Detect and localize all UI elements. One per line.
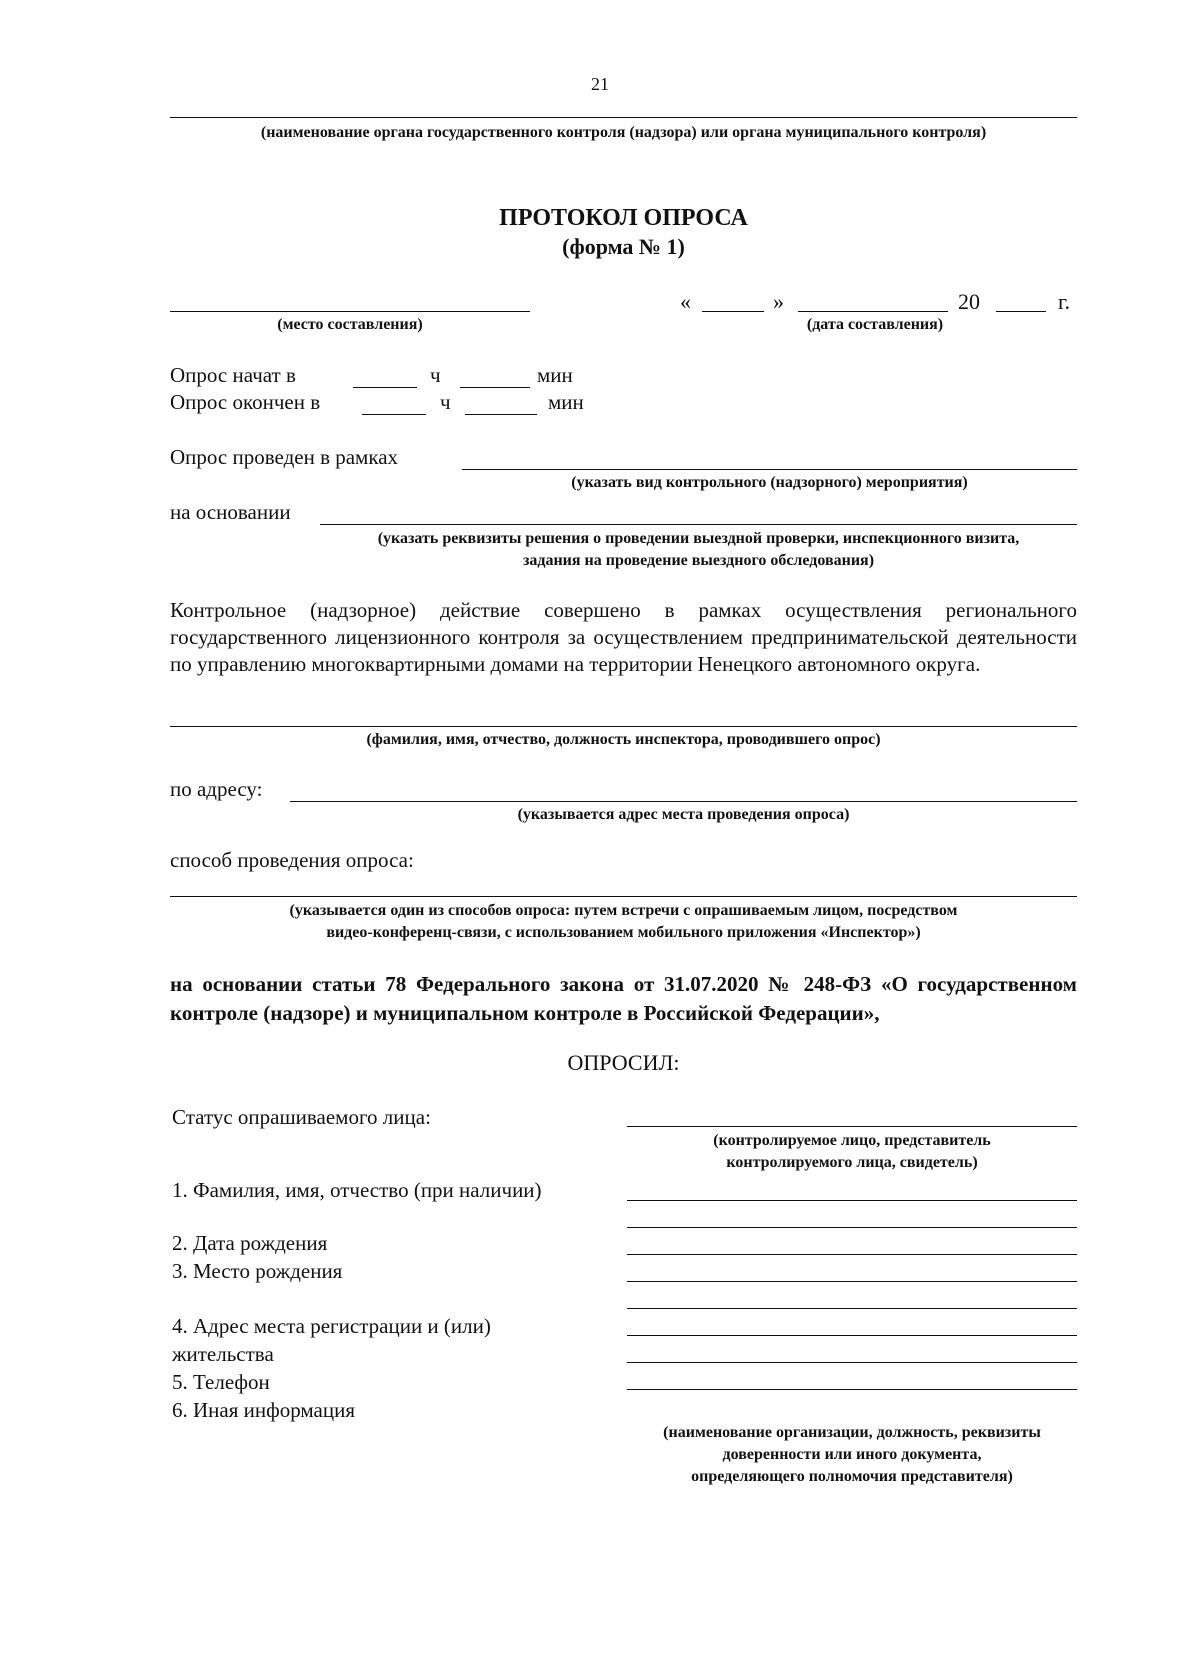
field-address-cont: жительства: [172, 1342, 274, 1366]
address-line[interactable]: [290, 801, 1077, 802]
date-quote-close: »: [773, 289, 784, 314]
field-full-name: 1. Фамилия, имя, отчество (при наличии): [172, 1178, 542, 1202]
basis-caption-2: задания на проведение выездного обследования): [522, 552, 875, 569]
page-number: 21: [591, 74, 609, 94]
org-caption-3: определяющего полномочия представителя): [691, 1468, 1013, 1485]
year-line[interactable]: [996, 311, 1046, 312]
framework-label: Опрос проведен в рамках: [170, 445, 399, 469]
start-hour-unit: ч: [430, 363, 441, 387]
answer-line[interactable]: [627, 1308, 1077, 1309]
field-address: 4. Адрес места регистрации и (или): [172, 1314, 491, 1338]
day-line[interactable]: [702, 311, 764, 312]
status-label: Статус опрашиваемого лица:: [172, 1105, 431, 1129]
start-time-label: Опрос начат в: [170, 363, 296, 387]
method-caption-1: (указывается один из способов опроса: путем встречи с опрашиваемым лицом, посредством: [289, 902, 958, 919]
answer-line[interactable]: [627, 1200, 1077, 1201]
year-prefix: 20: [958, 289, 980, 314]
org-caption-2: доверенности или иного документа,: [722, 1446, 982, 1463]
field-birth-place: 3. Место рождения: [172, 1259, 343, 1283]
start-minute-unit: мин: [537, 363, 573, 387]
document-title: ПРОТОКОЛ ОПРОСА: [499, 205, 748, 231]
field-birth-date: 2. Дата рождения: [172, 1231, 328, 1255]
asked-heading: ОПРОСИЛ:: [567, 1050, 680, 1075]
field-phone: 5. Телефон: [172, 1370, 270, 1394]
end-hour-unit: ч: [440, 390, 451, 414]
status-line[interactable]: [627, 1126, 1077, 1127]
start-minute-line[interactable]: [460, 387, 530, 388]
law-reference: на основании статьи 78 Федерального закона от 31.07.2020 № 248-ФЗ «О государственном контроле (надзоре) и муниципальном контроле в Российской Федерации»,: [170, 972, 1077, 1025]
start-hour-line[interactable]: [353, 387, 417, 388]
method-caption-2: видео-конференц-связи, с использованием мобильного приложения «Инспектор»): [326, 924, 921, 941]
end-time-label: Опрос окончен в: [170, 390, 321, 414]
answer-line[interactable]: [627, 1227, 1077, 1228]
month-line[interactable]: [798, 311, 948, 312]
control-statement: Контрольное (надзорное) действие совершено в рамках осуществления регионального государственного лицензионного контроля за осуществлением предпринимательской деятельности по управлению многоквартирными домами на территории Ненецкого автономного округа.: [170, 598, 1077, 676]
answer-line[interactable]: [627, 1281, 1077, 1282]
org-caption-1: (наименование организации, должность, реквизиты: [663, 1424, 1041, 1441]
method-label: способ проведения опроса:: [170, 848, 414, 872]
form-number: (форма № 1): [562, 234, 685, 259]
method-line[interactable]: [170, 896, 1077, 897]
inspector-line[interactable]: [170, 726, 1077, 727]
year-suffix: г.: [1058, 289, 1071, 314]
date-caption: (дата составления): [806, 316, 944, 333]
status-caption-2: контролируемого лица, свидетель): [726, 1154, 978, 1171]
authority-caption: (наименование органа государственного контроля (надзора) или органа муниципального контроля): [260, 124, 987, 141]
address-label: по адресу:: [170, 777, 263, 801]
date-quote-open: «: [680, 289, 691, 314]
end-minute-unit: мин: [548, 390, 584, 414]
basis-label: на основании: [170, 500, 291, 524]
answer-line[interactable]: [627, 1389, 1077, 1390]
answer-line[interactable]: [627, 1362, 1077, 1363]
answer-line[interactable]: [627, 1335, 1077, 1336]
framework-line[interactable]: [462, 469, 1077, 470]
field-other-info: 6. Иная информация: [172, 1398, 356, 1422]
answer-line[interactable]: [627, 1254, 1077, 1255]
end-hour-line[interactable]: [362, 414, 426, 415]
inspector-caption: (фамилия, имя, отчество, должность инспектора, проводившего опрос): [366, 731, 881, 748]
address-caption: (указывается адрес места проведения опроса): [517, 806, 850, 823]
status-caption-1: (контролируемое лицо, представитель: [713, 1132, 991, 1149]
place-line[interactable]: [170, 311, 530, 312]
place-caption: (место составления): [277, 316, 423, 333]
framework-caption: (указать вид контрольного (надзорного) мероприятия): [571, 474, 968, 491]
end-minute-line[interactable]: [465, 414, 537, 415]
authority-line[interactable]: [170, 117, 1077, 118]
basis-caption-1: (указать реквизиты решения о проведении выездной проверки, инспекционного визита,: [377, 530, 1020, 547]
basis-line[interactable]: [320, 524, 1077, 525]
